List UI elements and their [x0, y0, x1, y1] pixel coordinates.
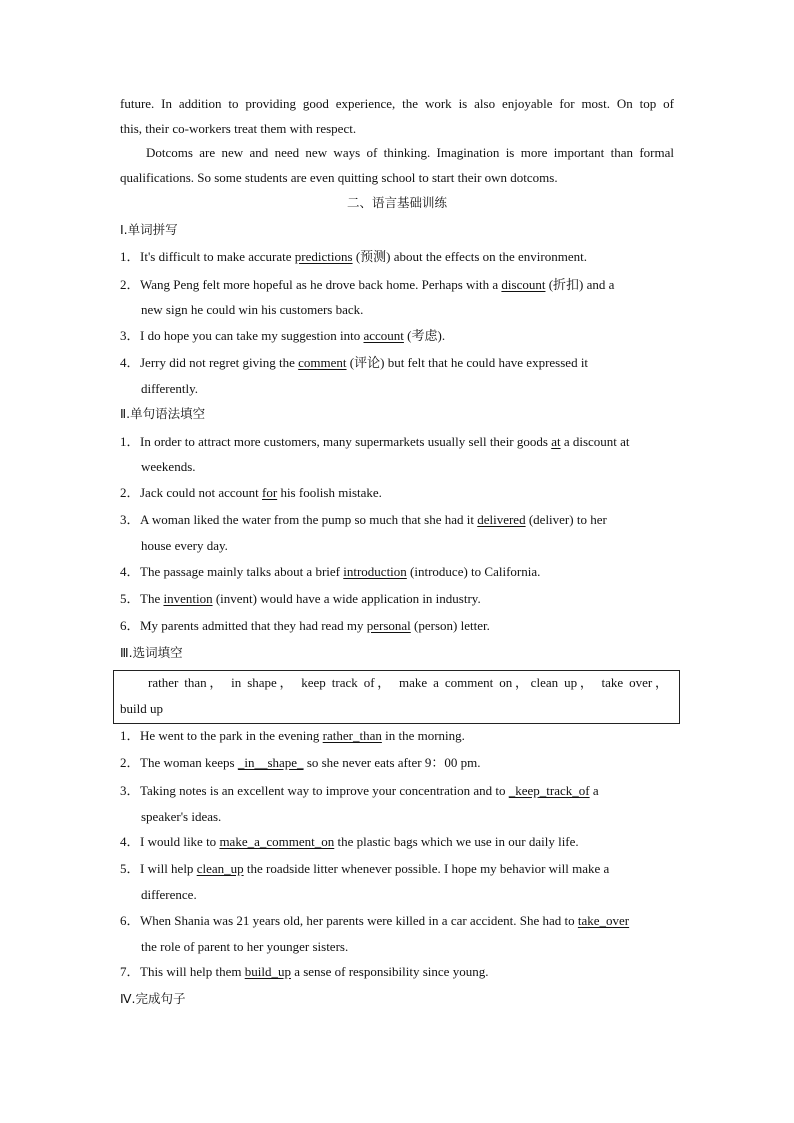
exercise-item: [120, 433, 674, 451]
exercise-item: [120, 276, 674, 294]
exercise-item: [120, 754, 674, 772]
item-text: a discount at: [560, 434, 630, 449]
item-number: 5．: [120, 591, 140, 606]
item-number: 2．: [120, 277, 140, 292]
item-text: He went to the park in the evening: [140, 728, 323, 743]
item-text: (introduce) to California.: [406, 564, 541, 579]
exercise-item: [120, 511, 674, 529]
exercise-item: [120, 860, 674, 878]
item-number: 4．: [120, 564, 140, 579]
item-text: the plastic bags which we use in our daily life.: [334, 834, 579, 849]
item-text: Wang Peng felt more hopeful as he drove back home. Perhaps with a: [140, 277, 502, 292]
item-number: 6．: [120, 913, 140, 928]
answer-blank: rather_than: [322, 728, 382, 743]
exercise-item: [120, 484, 674, 502]
exercise-item: [120, 248, 674, 266]
item-number: 3．: [120, 328, 140, 343]
item-number: 5．: [120, 861, 140, 876]
item-number: 2．: [120, 755, 140, 770]
exercise-item: [120, 617, 674, 635]
passage-text: this, their co-workers treat them with respect.: [120, 121, 357, 136]
answer-blank: take_over: [577, 913, 630, 928]
answer-blank: for: [262, 485, 278, 500]
exercise-item: [120, 354, 674, 372]
item-text: (deliver) to her: [525, 512, 607, 527]
item-text: When Shania was 21 years old, her parents were killed in a car accident. She had to: [140, 913, 578, 928]
exercise-item: [120, 912, 674, 930]
item-text: his foolish mistake.: [277, 485, 382, 500]
answer-blank: delivered: [477, 512, 526, 527]
item-text: The passage mainly talks about a brief: [140, 564, 344, 579]
word-bank-line: build up: [120, 701, 163, 716]
item-number: 3．: [120, 512, 140, 527]
answer-blank: _in__shape_: [237, 755, 304, 770]
item-number: 4．: [120, 834, 140, 849]
item-text: (预测) about the effects on the environment.: [352, 249, 587, 264]
passage-text: qualifications. So some students are even quitting school to start their own dotcoms.: [120, 170, 558, 185]
item-text: This will help them: [140, 964, 245, 979]
item-continuation: new sign he could win his customers back.: [141, 302, 364, 317]
item-text: It's difficult to make accurate: [140, 249, 295, 264]
answer-blank: comment: [298, 355, 347, 370]
item-text: Jack could not account: [140, 485, 263, 500]
answer-blank: clean_up: [196, 861, 244, 876]
part-heading: Ⅲ.选词填空: [120, 645, 183, 660]
item-text: My parents admitted that they had read my: [140, 618, 367, 633]
item-text: A woman liked the water from the pump so much that she had it: [140, 512, 478, 527]
item-continuation: the role of parent to her younger sisters.: [141, 939, 349, 954]
part-heading: Ⅰ.单词拼写: [120, 222, 178, 237]
section-title: 二、语言基础训练: [346, 195, 447, 210]
item-number: 1．: [120, 728, 140, 743]
item-text: (invent) would have a wide application in industry.: [212, 591, 481, 606]
answer-blank: invention: [163, 591, 213, 606]
part-heading: Ⅱ.单句语法填空: [120, 406, 206, 421]
item-continuation: speaker's ideas.: [141, 809, 222, 824]
item-text: (评论) but felt that he could have expressed it: [346, 355, 589, 370]
answer-blank: discount: [501, 277, 546, 292]
item-number: 6．: [120, 618, 140, 633]
item-text: (person) letter.: [410, 618, 490, 633]
part-heading: Ⅳ.完成句子: [120, 991, 186, 1006]
exercise-item: [120, 727, 674, 745]
exercise-item: [120, 963, 674, 981]
answer-blank: personal: [366, 618, 411, 633]
passage-line: [120, 144, 674, 162]
item-number: 4．: [120, 355, 140, 370]
item-text: Taking notes is an excellent way to improve your concentration and to: [140, 783, 509, 798]
answer-blank: at: [551, 434, 561, 449]
answer-blank: introduction: [343, 564, 407, 579]
answer-blank: account: [363, 328, 404, 343]
item-number: 2．: [120, 485, 140, 500]
answer-blank: predictions: [294, 249, 353, 264]
answer-blank: build_up: [244, 964, 291, 979]
item-number: 3．: [120, 783, 140, 798]
item-text: a: [589, 783, 599, 798]
item-number: 7．: [120, 964, 140, 979]
item-text: I would like to: [140, 834, 220, 849]
item-text: in the morning.: [381, 728, 465, 743]
exercise-item: [120, 327, 674, 345]
item-text: the roadside litter whenever possible. I hope my behavior will make a: [243, 861, 610, 876]
item-continuation: house every day.: [141, 538, 228, 553]
answer-blank: _keep_track_of: [508, 783, 590, 798]
item-text: a sense of responsibility since young.: [290, 964, 489, 979]
item-number: 1．: [120, 249, 140, 264]
item-text: In order to attract more customers, many supermarkets usually sell their goods: [140, 434, 552, 449]
item-number: 1．: [120, 434, 140, 449]
item-text: I do hope you can take my suggestion into: [140, 328, 364, 343]
item-text: Jerry did not regret giving the: [140, 355, 299, 370]
passage-line: [120, 169, 674, 187]
item-continuation: differently.: [141, 381, 199, 396]
answer-blank: make_a_comment_on: [219, 834, 335, 849]
item-text: (考虑).: [403, 328, 446, 343]
item-continuation: difference.: [141, 887, 197, 902]
word-bank-line: rather than， in shape， keep track of， make a comment on，clean up， take over，: [148, 675, 668, 690]
item-text: The woman keeps: [140, 755, 238, 770]
exercise-item: [120, 590, 674, 608]
exercise-item: [120, 563, 674, 581]
item-text: I will help: [140, 861, 197, 876]
exercise-item: [120, 833, 674, 851]
item-text: so she never eats after 9：00 pm.: [303, 755, 481, 770]
item-continuation: weekends.: [141, 459, 196, 474]
item-text: The: [140, 591, 164, 606]
item-text: (折扣) and a: [545, 277, 615, 292]
passage-text: Dotcoms are new and need new ways of thinking. Imagination is more important than formal: [146, 145, 674, 160]
passage-line: [120, 120, 674, 138]
passage-line: [120, 95, 674, 113]
exercise-item: [120, 782, 674, 800]
passage-text: future. In addition to providing good experience, the work is also enjoyable for most. On top of: [120, 96, 674, 111]
